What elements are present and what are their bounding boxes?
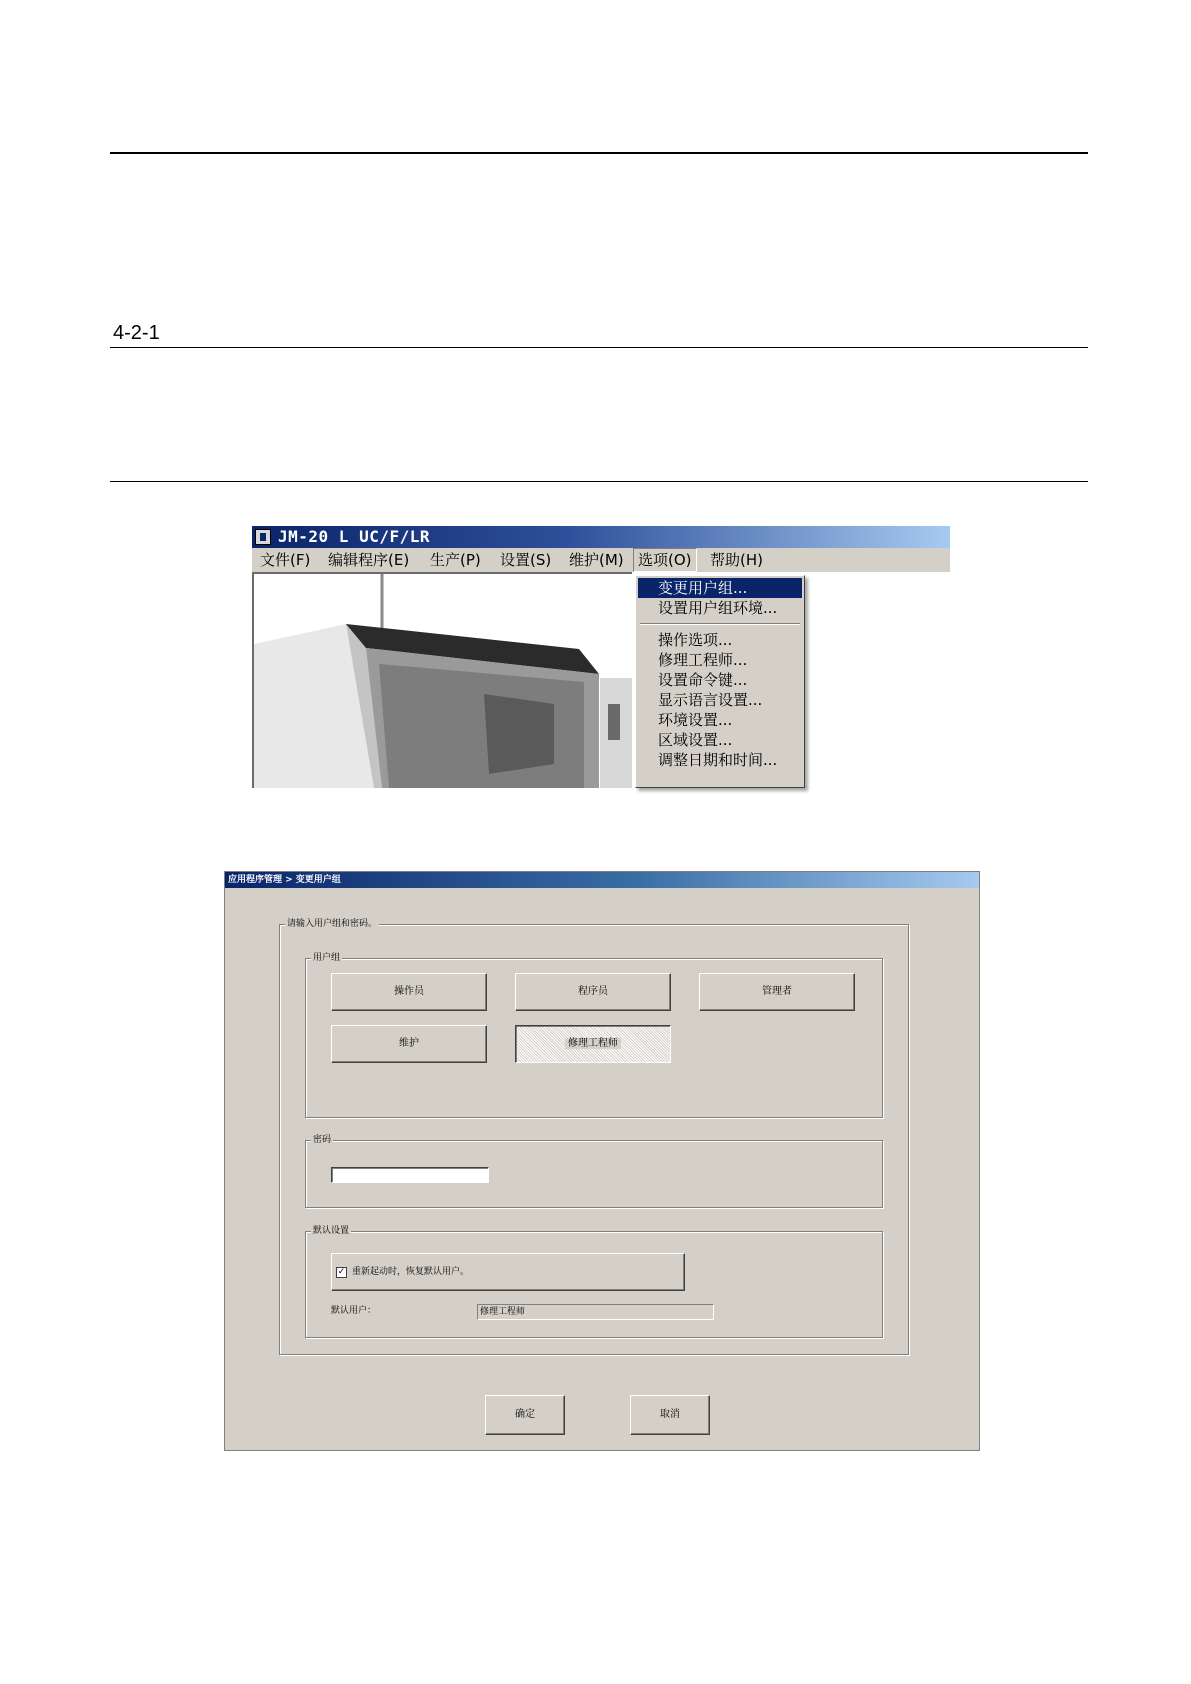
operator-button-label: 操作员 [394, 986, 424, 997]
default-user-field: 修理工程师 [477, 1304, 714, 1320]
change-user-group-dialog [224, 871, 980, 1451]
menu-edit-program[interactable]: 编辑程序(E) [328, 551, 410, 569]
app-menubar [252, 548, 950, 572]
default-settings-label: 默认设置 [313, 1226, 350, 1236]
section-bottom-rule [110, 481, 1088, 482]
maintenance-button-label: 维护 [399, 1038, 419, 1049]
prompt-label: 请输入用户组和密码。 [287, 919, 378, 929]
app-title: JM-20 L UC/F/LR [278, 527, 430, 546]
cancel-button-label: 取消 [660, 1409, 680, 1420]
restore-default-panel [331, 1253, 685, 1291]
menu-item-command-keys[interactable]: 设置命令键... [658, 671, 748, 689]
ok-button[interactable] [485, 1395, 565, 1435]
menu-item-display-language[interactable]: 显示语言设置... [658, 691, 763, 709]
app-window [252, 526, 950, 788]
menu-item-change-user-group[interactable]: 变更用户组... [638, 578, 802, 598]
menu-item-date-time[interactable]: 调整日期和时间... [658, 751, 778, 769]
options-menu [635, 575, 805, 788]
app-icon [255, 529, 271, 545]
menu-item-environment-settings[interactable]: 环境设置... [658, 711, 733, 729]
menu-item-repair-engineer[interactable]: 修理工程师... [658, 651, 748, 669]
machine-illustration [254, 574, 632, 788]
menu-options[interactable]: 选项(O) [633, 548, 697, 572]
menu-item-user-group-environment[interactable]: 设置用户组环境... [658, 599, 778, 617]
menu-item-region-settings[interactable]: 区域设置... [658, 731, 733, 749]
menu-maintenance[interactable]: 维护(M) [569, 551, 624, 569]
repair-engineer-button[interactable] [515, 1025, 671, 1063]
cancel-button[interactable] [630, 1395, 710, 1435]
menu-item-operation-options[interactable]: 操作选项... [658, 631, 733, 649]
menu-production[interactable]: 生产(P) [430, 551, 481, 569]
restore-default-checkbox[interactable]: ✓ [337, 1267, 346, 1277]
password-box [305, 1135, 883, 1208]
maintenance-button[interactable] [331, 1025, 487, 1063]
manager-button[interactable] [699, 973, 855, 1011]
dialog-titlebar: 应用程序管理 > 变更用户组 [225, 872, 979, 888]
operator-button[interactable] [331, 973, 487, 1011]
menu-file[interactable]: 文件(F) [260, 551, 311, 569]
menu-help[interactable]: 帮助(H) [710, 551, 763, 569]
menu-separator [640, 623, 800, 625]
default-settings-box [305, 1226, 883, 1338]
machine-view [252, 572, 632, 788]
manager-button-label: 管理者 [762, 986, 792, 997]
top-rule [110, 152, 1088, 154]
user-group-box [305, 953, 883, 1118]
user-group-label: 用户组 [313, 953, 341, 963]
default-user-label: 默认用户： [331, 1306, 377, 1316]
password-input[interactable] [331, 1167, 489, 1183]
section-number: 4-2-1 [113, 322, 160, 344]
programmer-button[interactable] [515, 973, 671, 1011]
prompt-group [279, 919, 909, 1355]
restore-default-label: 重新起动时，恢复默认用户。 [352, 1267, 470, 1277]
section-rule [110, 347, 1088, 348]
password-label: 密码 [313, 1135, 332, 1145]
ok-button-label: 确定 [515, 1409, 535, 1420]
programmer-button-label: 程序员 [578, 986, 608, 997]
repair-engineer-button-label: 修理工程师 [565, 1038, 621, 1049]
app-titlebar [252, 526, 950, 548]
menu-settings[interactable]: 设置(S) [500, 551, 552, 569]
